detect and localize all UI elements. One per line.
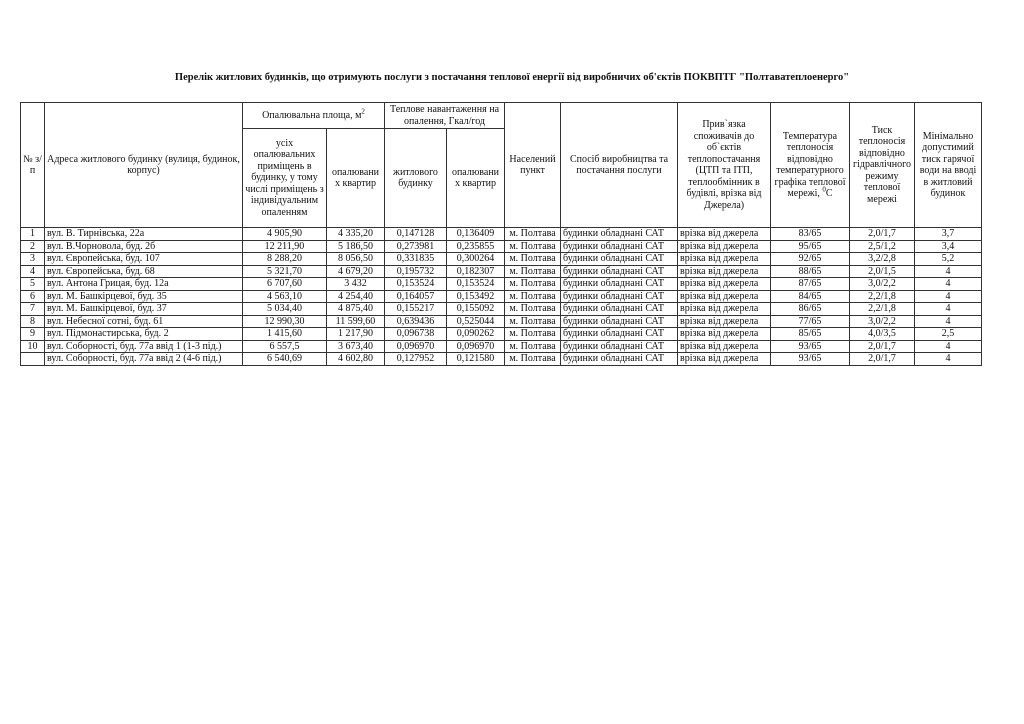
- cell-num: 8: [21, 315, 45, 328]
- table-row: [21, 315, 982, 328]
- area-sup: 2: [361, 107, 365, 116]
- cell-load-apts: 0,155092: [447, 303, 505, 316]
- cell-address: вул. Підмонастирська, буд. 2: [45, 328, 243, 341]
- cell-method: будинки обладнані САТ: [561, 315, 678, 328]
- cell-area-apts: 3 673,40: [327, 340, 385, 353]
- cell-area-apts: 4 254,40: [327, 290, 385, 303]
- cell-area-all: 8 288,20: [243, 253, 327, 266]
- cell-binding: врізка від джерела: [678, 265, 771, 278]
- cell-settlement: м. Полтава: [505, 253, 561, 266]
- cell-num: 7: [21, 303, 45, 316]
- cell-load-apts: 0,235855: [447, 240, 505, 253]
- buildings-table: [20, 102, 982, 366]
- cell-load-house: 0,639436: [385, 315, 447, 328]
- table-row: [21, 278, 982, 291]
- cell-num: 2: [21, 240, 45, 253]
- header-temperature: [771, 103, 850, 228]
- table-row: [21, 328, 982, 341]
- cell-temperature: 86/65: [771, 303, 850, 316]
- cell-settlement: м. Полтава: [505, 353, 561, 366]
- cell-load-apts: 0,136409: [447, 228, 505, 241]
- cell-area-apts: 1 217,90: [327, 328, 385, 341]
- cell-pressure: 3,0/2,2: [850, 315, 915, 328]
- cell-address: вул. М. Башкірцевої, буд. 35: [45, 290, 243, 303]
- cell-settlement: м. Полтава: [505, 303, 561, 316]
- cell-pressure: 3,2/2,8: [850, 253, 915, 266]
- cell-binding: врізка від джерела: [678, 353, 771, 366]
- cell-binding: врізка від джерела: [678, 340, 771, 353]
- cell-load-apts: 0,153524: [447, 278, 505, 291]
- cell-num: 5: [21, 278, 45, 291]
- cell-binding: врізка від джерела: [678, 290, 771, 303]
- temperature-unit: С: [825, 188, 833, 199]
- cell-pressure: 2,2/1,8: [850, 290, 915, 303]
- cell-num: 9: [21, 328, 45, 341]
- cell-pressure: 3,0/2,2: [850, 278, 915, 291]
- cell-area-apts: 5 186,50: [327, 240, 385, 253]
- header-pressure: Тиск теплоносія відповідно гідравлічного режиму теплової мережі: [850, 103, 915, 228]
- cell-pressure: 2,0/1,5: [850, 265, 915, 278]
- cell-settlement: м. Полтава: [505, 265, 561, 278]
- cell-address: вул. В. Тирнівська, 22а: [45, 228, 243, 241]
- cell-pressure: 2,0/1,7: [850, 340, 915, 353]
- cell-temperature: 95/65: [771, 240, 850, 253]
- cell-area-all: 6 540,69: [243, 353, 327, 366]
- cell-load-apts: 0,525044: [447, 315, 505, 328]
- area-group-label: Опалювальна площа, м: [262, 109, 362, 121]
- cell-area-apts: 11 599,60: [327, 315, 385, 328]
- cell-min-pressure: 4: [915, 340, 982, 353]
- cell-area-all: 6 707,60: [243, 278, 327, 291]
- cell-pressure: 4,0/3,5: [850, 328, 915, 341]
- header-settlement: Населений пункт: [505, 103, 561, 228]
- header-num: № з/п: [21, 103, 45, 228]
- table-row: [21, 228, 982, 241]
- cell-settlement: м. Полтава: [505, 328, 561, 341]
- cell-binding: врізка від джерела: [678, 240, 771, 253]
- cell-settlement: м. Полтава: [505, 290, 561, 303]
- header-load-house: житлового будинку: [385, 129, 447, 228]
- cell-binding: врізка від джерела: [678, 315, 771, 328]
- cell-load-house: 0,153524: [385, 278, 447, 291]
- cell-area-all: 12 990,30: [243, 315, 327, 328]
- cell-temperature: 83/65: [771, 228, 850, 241]
- cell-load-apts: 0,090262: [447, 328, 505, 341]
- header-load-group: Теплове навантаження на опалення, Гкал/год: [385, 103, 505, 129]
- cell-address: вул. В.Чорновола, буд. 2б: [45, 240, 243, 253]
- header-area-apts: опалювани х квартир: [327, 129, 385, 228]
- document-title: Перелік житлових будинків, що отримують послуги з постачання теплової енергії від виробничих об'єктів ПОКВПТГ "Полтаватеплоенерго": [174, 72, 850, 83]
- cell-address: вул. Антона Грицая, буд. 12а: [45, 278, 243, 291]
- cell-binding: врізка від джерела: [678, 228, 771, 241]
- cell-temperature: 93/65: [771, 353, 850, 366]
- table-row: [21, 253, 982, 266]
- cell-min-pressure: 4: [915, 353, 982, 366]
- cell-load-house: 0,195732: [385, 265, 447, 278]
- cell-load-apts: 0,096970: [447, 340, 505, 353]
- cell-min-pressure: 4: [915, 278, 982, 291]
- cell-load-house: 0,127952: [385, 353, 447, 366]
- cell-address: вул. М. Башкірцевої, буд. 37: [45, 303, 243, 316]
- cell-area-apts: 4 875,40: [327, 303, 385, 316]
- cell-method: будинки обладнані САТ: [561, 228, 678, 241]
- cell-area-apts: 4 335,20: [327, 228, 385, 241]
- header-method: Спосіб виробництва та постачання послуги: [561, 103, 678, 228]
- cell-num: [21, 353, 45, 366]
- cell-address: вул. Соборності, буд. 77а ввід 2 (4-6 під.): [45, 353, 243, 366]
- cell-address: вул. Соборності, буд. 77а ввід 1 (1-3 під.): [45, 340, 243, 353]
- cell-method: будинки обладнані САТ: [561, 278, 678, 291]
- cell-method: будинки обладнані САТ: [561, 328, 678, 341]
- cell-min-pressure: 3,7: [915, 228, 982, 241]
- cell-num: 3: [21, 253, 45, 266]
- cell-area-all: 5 034,40: [243, 303, 327, 316]
- cell-address: вул. Небесної сотні, буд. 61: [45, 315, 243, 328]
- table-row: [21, 265, 982, 278]
- cell-min-pressure: 4: [915, 290, 982, 303]
- header-load-apts: опалювани х квартир: [447, 129, 505, 228]
- cell-min-pressure: 5,2: [915, 253, 982, 266]
- cell-area-all: 4 905,90: [243, 228, 327, 241]
- cell-area-all: 6 557,5: [243, 340, 327, 353]
- cell-method: будинки обладнані САТ: [561, 353, 678, 366]
- cell-method: будинки обладнані САТ: [561, 303, 678, 316]
- table-row: [21, 340, 982, 353]
- cell-min-pressure: 3,4: [915, 240, 982, 253]
- header-address: Адреса житлового будинку (вулиця, будинок, корпус): [45, 103, 243, 228]
- cell-temperature: 84/65: [771, 290, 850, 303]
- cell-method: будинки обладнані САТ: [561, 253, 678, 266]
- cell-binding: врізка від джерела: [678, 278, 771, 291]
- cell-num: 1: [21, 228, 45, 241]
- cell-settlement: м. Полтава: [505, 315, 561, 328]
- cell-load-house: 0,096738: [385, 328, 447, 341]
- header-binding: Прив`язка споживачів до об`єктів теплопостачання (ЦТП та ІТП, теплообмінник в будівлі, врізка від Джерела): [678, 103, 771, 228]
- cell-area-all: 4 563,10: [243, 290, 327, 303]
- cell-temperature: 93/65: [771, 340, 850, 353]
- cell-address: вул. Європейська, буд. 107: [45, 253, 243, 266]
- temperature-sup: 0: [822, 185, 826, 194]
- cell-settlement: м. Полтава: [505, 278, 561, 291]
- cell-area-apts: 4 679,20: [327, 265, 385, 278]
- cell-binding: врізка від джерела: [678, 328, 771, 341]
- cell-load-apts: 0,182307: [447, 265, 505, 278]
- cell-area-all: 12 211,90: [243, 240, 327, 253]
- cell-area-all: 1 415,60: [243, 328, 327, 341]
- cell-settlement: м. Полтава: [505, 340, 561, 353]
- cell-load-apts: 0,300264: [447, 253, 505, 266]
- cell-area-apts: 8 056,50: [327, 253, 385, 266]
- cell-load-house: 0,273981: [385, 240, 447, 253]
- cell-temperature: 85/65: [771, 328, 850, 341]
- table-row: [21, 290, 982, 303]
- cell-address: вул. Європейська, буд. 68: [45, 265, 243, 278]
- header-min-pressure: Мінімально допустимий тиск гарячої води на вводі в житловий будинок: [915, 103, 982, 228]
- cell-method: будинки обладнані САТ: [561, 240, 678, 253]
- cell-temperature: 77/65: [771, 315, 850, 328]
- cell-load-apts: 0,121580: [447, 353, 505, 366]
- table-row: [21, 353, 982, 366]
- cell-area-apts: 4 602,80: [327, 353, 385, 366]
- header-area-group: [243, 103, 385, 129]
- cell-method: будинки обладнані САТ: [561, 290, 678, 303]
- cell-num: 10: [21, 340, 45, 353]
- cell-pressure: 2,5/1,2: [850, 240, 915, 253]
- cell-load-house: 0,096970: [385, 340, 447, 353]
- cell-area-apts: 3 432: [327, 278, 385, 291]
- cell-binding: врізка від джерела: [678, 303, 771, 316]
- cell-load-house: 0,164057: [385, 290, 447, 303]
- cell-settlement: м. Полтава: [505, 240, 561, 253]
- cell-load-house: 0,147128: [385, 228, 447, 241]
- cell-method: будинки обладнані САТ: [561, 265, 678, 278]
- cell-method: будинки обладнані САТ: [561, 340, 678, 353]
- temperature-label: Температура теплоносія відповідно температурного графіка теплової мережі,: [774, 130, 846, 199]
- cell-min-pressure: 4: [915, 303, 982, 316]
- cell-load-house: 0,331835: [385, 253, 447, 266]
- cell-binding: врізка від джерела: [678, 253, 771, 266]
- cell-min-pressure: 4: [915, 265, 982, 278]
- cell-pressure: 2,0/1,7: [850, 353, 915, 366]
- cell-temperature: 87/65: [771, 278, 850, 291]
- cell-min-pressure: 2,5: [915, 328, 982, 341]
- cell-num: 6: [21, 290, 45, 303]
- cell-load-house: 0,155217: [385, 303, 447, 316]
- table-row: [21, 303, 982, 316]
- cell-min-pressure: 4: [915, 315, 982, 328]
- cell-pressure: 2,0/1,7: [850, 228, 915, 241]
- cell-area-all: 5 321,70: [243, 265, 327, 278]
- cell-temperature: 88/65: [771, 265, 850, 278]
- cell-num: 4: [21, 265, 45, 278]
- cell-temperature: 92/65: [771, 253, 850, 266]
- table-row: [21, 240, 982, 253]
- cell-pressure: 2,2/1,8: [850, 303, 915, 316]
- cell-settlement: м. Полтава: [505, 228, 561, 241]
- header-area-all: усіх опалювальних приміщень в будинку, у тому числі приміщень з індивідуальним опаленням: [243, 129, 327, 228]
- cell-load-apts: 0,153492: [447, 290, 505, 303]
